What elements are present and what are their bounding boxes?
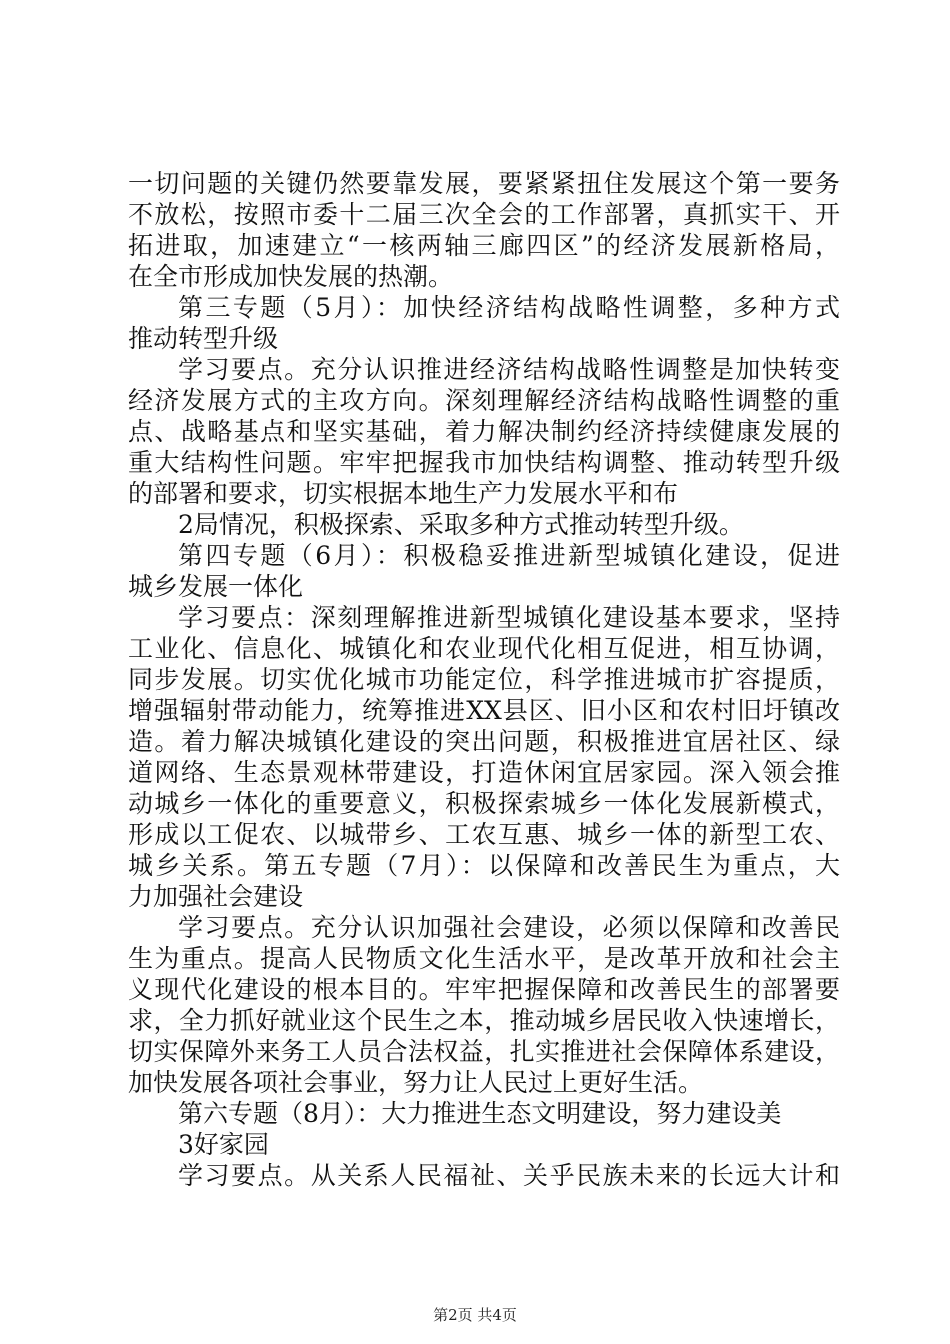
text-line: 3好家园	[178, 1130, 269, 1159]
text-line: 形成以工促农、以城带乡、工农互惠、城乡一体的新型工农、	[128, 820, 840, 849]
text-line: 拓进取，加速建立“一核两轴三廊四区”的经济发展新格局，	[128, 231, 840, 260]
page-footer: 第2页 共4页	[433, 1306, 517, 1324]
text-line: 经济发展方式的主攻方向。深刻理解经济结构战略性调整的重	[128, 386, 840, 415]
text-line: 不放松，按照市委十二届三次全会的工作部署，真抓实干、开	[128, 200, 840, 229]
document-body	[128, 168, 840, 1191]
text-line: 第四专题（6月）：积极稳妥推进新型城镇化建设，促进	[178, 541, 840, 570]
text-line: 学习要点。充分认识加强社会建设，必须以保障和改善民	[178, 913, 840, 942]
text-line: 学习要点。从关系人民福祉、关乎民族未来的长远大计和	[178, 1161, 840, 1190]
text-line: 的部署和要求，切实根据本地生产力发展水平和布	[128, 479, 679, 508]
text-line: 增强辐射带动能力，统筹推进XX县区、旧小区和农村旧圩镇改	[128, 696, 840, 725]
text-line: 第六专题（8月）：大力推进生态文明建设，努力建设美	[178, 1099, 782, 1128]
text-line: 造。着力解决城镇化建设的突出问题，积极推进宜居社区、绿	[128, 727, 840, 756]
text-line: 义现代化建设的根本目的。牢牢把握保障和改善民生的部署要	[128, 975, 840, 1004]
text-line: 生为重点。提高人民物质文化生活水平，是改革开放和社会主	[128, 944, 840, 973]
text-line: 学习要点：深刻理解推进新型城镇化建设基本要求，坚持	[178, 603, 840, 632]
text-line: 学习要点。充分认识推进经济结构战略性调整是加快转变	[178, 355, 840, 384]
text-line: 第三专题（5月）：加快经济结构战略性调整，多种方式	[178, 293, 840, 322]
text-line: 在全市形成加快发展的热潮。	[128, 262, 454, 291]
text-line: 2局情况，积极探索、采取多种方式推动转型升级。	[178, 510, 744, 539]
text-line: 工业化、信息化、城镇化和农业现代化相互促进，相互协调，	[128, 634, 840, 663]
text-line: 道网络、生态景观林带建设，打造休闲宜居家园。深入领会推	[128, 758, 840, 787]
text-line: 力加强社会建设	[128, 882, 304, 911]
text-line: 动城乡一体化的重要意义，积极探索城乡一体化发展新模式，	[128, 789, 840, 818]
text-line: 同步发展。切实优化城市功能定位，科学推进城市扩容提质，	[128, 665, 840, 694]
text-line: 城乡关系。第五专题（7月）：以保障和改善民生为重点，大	[128, 851, 840, 880]
text-line: 切实保障外来务工人员合法权益，扎实推进社会保障体系建设，	[128, 1037, 840, 1066]
text-line: 推动转型升级	[128, 324, 279, 353]
text-line: 重大结构性问题。牢牢把握我市加快结构调整、推动转型升级	[128, 448, 840, 477]
text-line: 点、战略基点和坚实基础，着力解决制约经济持续健康发展的	[128, 417, 840, 446]
text-line: 加快发展各项社会事业，努力让人民过上更好生活。	[128, 1068, 704, 1097]
text-line: 一切问题的关键仍然要靠发展，要紧紧扭住发展这个第一要务	[128, 169, 840, 198]
text-line: 城乡发展一体化	[128, 572, 304, 601]
text-line: 求，全力抓好就业这个民生之本，推动城乡居民收入快速增长，	[128, 1006, 840, 1035]
